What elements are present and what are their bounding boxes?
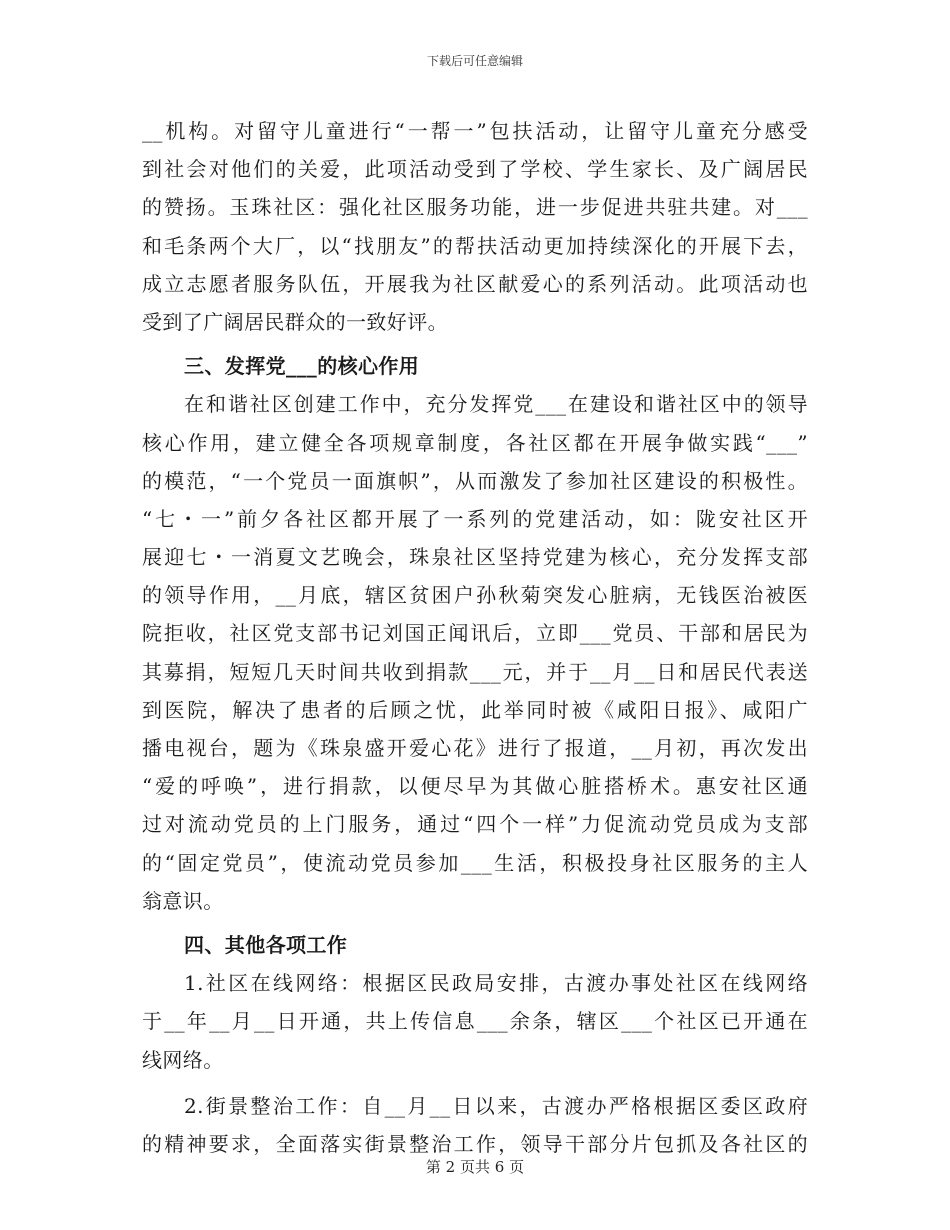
text-line: “七・一”前夕各社区都开展了一系列的党建活动，如：陇安社区开 [142, 506, 808, 531]
page-number: 第 2 页共 6 页 [425, 1158, 525, 1176]
text-line: 的领导作用，__月底，辖区贫困户孙秋菊突发心脏病，无钱医治被医 [142, 583, 808, 608]
text-line: 播电视台，题为《珠泉盛开爱心花》进行了报道，__月初，再次发出 [142, 736, 808, 760]
text-line: 的精神要求，全面落实街景整治工作，领导干部分片包抓及各社区的 [142, 1131, 808, 1156]
text-line: 2.街景整治工作：自__月__日以来，古渡办严格根据区委区政府 [184, 1093, 808, 1118]
text-line: 翁意识。 [142, 888, 224, 913]
text-line: 其募捐，短短几天时间共收到捐款___元，并于__月__日和居民代表送 [142, 659, 808, 684]
section-heading-4: 四、其他各项工作 [184, 932, 348, 957]
text-line: 成立志愿者服务队伍，开展我为社区献爱心的系列活动。此项活动也 [142, 271, 808, 296]
text-line: 的赞扬。玉珠社区：强化社区服务功能，进一步促进共驻共建。对___ [142, 195, 808, 220]
text-line: 的“固定党员”，使流动党员参加___生活，积极投身社区服务的主人 [142, 850, 808, 875]
section-heading-3: 三、发挥党___的核心作用 [184, 354, 420, 379]
document-body [142, 112, 808, 1163]
text-line: 线网络。 [142, 1047, 224, 1072]
text-line: 在和谐社区创建工作中，充分发挥党___在建设和谐社区中的领导 [184, 392, 808, 417]
text-line: __机构。对留守儿童进行“一帮一”包扶活动，让留守儿童充分感受 [142, 119, 808, 143]
text-line: “爱的呼唤”，进行捐款，以便尽早为其做心脏搭桥术。惠安社区通 [142, 774, 808, 799]
text-line: 院拒收，社区党支部书记刘国正闻讯后，立即___党员、干部和居民为 [142, 621, 808, 646]
text-line: 过对流动党员的上门服务，通过“四个一样”力促流动党员成为支部 [142, 812, 808, 837]
text-line: 1.社区在线网络：根据区民政局安排，古渡办事处社区在线网络 [184, 971, 808, 996]
text-line: 受到了广阔居民群众的一致好评。 [142, 309, 448, 334]
text-line: 和毛条两个大厂，以“找朋友”的帮扶活动更加持续深化的开展下去， [142, 233, 808, 258]
text-line: 到医院，解决了患者的后顾之忧，此举同时被《咸阳日报》、咸阳广 [142, 697, 808, 722]
page-header-note: 下载后可任意编辑 [426, 54, 523, 68]
text-line: 到社会对他们的关爱，此项活动受到了学校、学生家长、及广阔居民 [142, 157, 808, 182]
text-line: 核心作用，建立健全各项规章制度，各社区都在开展争做实践“___” [142, 430, 808, 455]
text-line: 的模范，“一个党员一面旗帜”，从而激发了参加社区建设的积极性。 [142, 468, 808, 493]
text-line: 于__年__月__日开通，共上传信息___余条，辖区___个社区已开通在 [142, 1009, 808, 1034]
text-line: 展迎七・一消夏文艺晚会，珠泉社区坚持党建为核心，充分发挥支部 [142, 545, 808, 570]
